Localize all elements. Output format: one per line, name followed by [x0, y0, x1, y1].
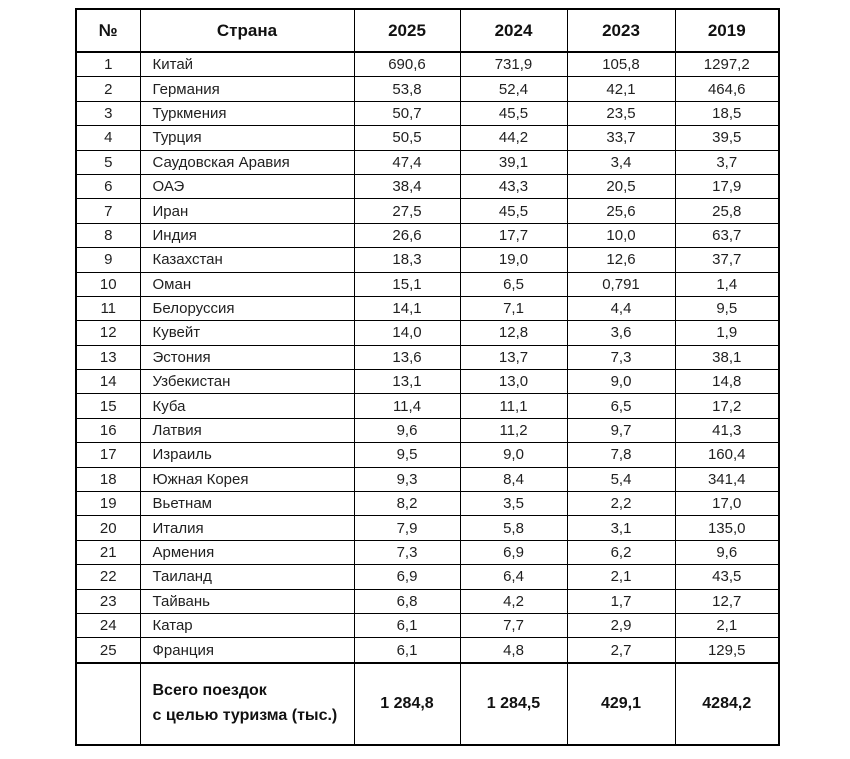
- table-row: [76, 223, 779, 247]
- table-row: [76, 52, 779, 77]
- value-2025-cell: 38,4: [354, 174, 460, 198]
- country-name-cell: Туркмения: [140, 101, 354, 125]
- value-2019-cell: 37,7: [675, 248, 779, 272]
- total-value-2019: 4284,2: [675, 663, 779, 745]
- row-number-cell: 23: [76, 589, 140, 613]
- value-2025-cell: 9,6: [354, 418, 460, 442]
- row-number-cell: 16: [76, 418, 140, 442]
- value-2019-cell: 38,1: [675, 345, 779, 369]
- value-2023-cell: 3,4: [567, 150, 675, 174]
- table-row: [76, 443, 779, 467]
- value-2023-cell: 2,7: [567, 638, 675, 663]
- total-label-line1: Всего поездок: [152, 681, 267, 699]
- value-2019-cell: 17,2: [675, 394, 779, 418]
- value-2025-cell: 6,1: [354, 638, 460, 663]
- table-row: [76, 296, 779, 320]
- value-2023-cell: 0,791: [567, 272, 675, 296]
- value-2024-cell: 13,7: [460, 345, 567, 369]
- value-2024-cell: 12,8: [460, 321, 567, 345]
- value-2024-cell: 43,3: [460, 174, 567, 198]
- value-2023-cell: 23,5: [567, 101, 675, 125]
- column-header-country: Страна: [140, 9, 354, 52]
- value-2024-cell: 11,2: [460, 418, 567, 442]
- value-2024-cell: 45,5: [460, 101, 567, 125]
- row-number-cell: 15: [76, 394, 140, 418]
- value-2023-cell: 25,6: [567, 199, 675, 223]
- value-2025-cell: 6,8: [354, 589, 460, 613]
- table-row: [76, 321, 779, 345]
- country-name-cell: Эстония: [140, 345, 354, 369]
- row-number-cell: 14: [76, 370, 140, 394]
- column-header-2025: 2025: [354, 9, 460, 52]
- country-name-cell: Казахстан: [140, 248, 354, 272]
- value-2019-cell: 1,4: [675, 272, 779, 296]
- value-2023-cell: 105,8: [567, 52, 675, 77]
- value-2025-cell: 6,9: [354, 565, 460, 589]
- value-2025-cell: 690,6: [354, 52, 460, 77]
- value-2024-cell: 3,5: [460, 492, 567, 516]
- value-2023-cell: 9,0: [567, 370, 675, 394]
- value-2024-cell: 6,5: [460, 272, 567, 296]
- value-2025-cell: 26,6: [354, 223, 460, 247]
- country-name-cell: Куба: [140, 394, 354, 418]
- value-2024-cell: 19,0: [460, 248, 567, 272]
- value-2023-cell: 2,1: [567, 565, 675, 589]
- value-2025-cell: 50,5: [354, 126, 460, 150]
- value-2023-cell: 1,7: [567, 589, 675, 613]
- row-number-cell: 13: [76, 345, 140, 369]
- value-2023-cell: 7,3: [567, 345, 675, 369]
- country-name-cell: Китай: [140, 52, 354, 77]
- value-2023-cell: 9,7: [567, 418, 675, 442]
- table-row: [76, 150, 779, 174]
- country-name-cell: Тайвань: [140, 589, 354, 613]
- value-2023-cell: 33,7: [567, 126, 675, 150]
- country-name-cell: Белоруссия: [140, 296, 354, 320]
- row-number-cell: 4: [76, 126, 140, 150]
- table-row: [76, 565, 779, 589]
- table-row: [76, 418, 779, 442]
- table-row: [76, 345, 779, 369]
- row-number-cell: 8: [76, 223, 140, 247]
- country-name-cell: Латвия: [140, 418, 354, 442]
- country-name-cell: Саудовская Аравия: [140, 150, 354, 174]
- table-row: [76, 613, 779, 637]
- value-2019-cell: 3,7: [675, 150, 779, 174]
- value-2019-cell: 39,5: [675, 126, 779, 150]
- column-header-2024: 2024: [460, 9, 567, 52]
- value-2025-cell: 7,9: [354, 516, 460, 540]
- value-2019-cell: 2,1: [675, 613, 779, 637]
- country-name-cell: Германия: [140, 77, 354, 101]
- table-row: [76, 77, 779, 101]
- country-name-cell: Армения: [140, 540, 354, 564]
- table-body: [76, 52, 779, 663]
- total-empty-cell: [76, 663, 140, 745]
- value-2023-cell: 12,6: [567, 248, 675, 272]
- row-number-cell: 7: [76, 199, 140, 223]
- value-2024-cell: 7,7: [460, 613, 567, 637]
- table-row: [76, 394, 779, 418]
- value-2024-cell: 7,1: [460, 296, 567, 320]
- row-number-cell: 9: [76, 248, 140, 272]
- value-2024-cell: 6,4: [460, 565, 567, 589]
- value-2019-cell: 18,5: [675, 101, 779, 125]
- row-number-cell: 1: [76, 52, 140, 77]
- value-2025-cell: 13,1: [354, 370, 460, 394]
- row-number-cell: 6: [76, 174, 140, 198]
- value-2023-cell: 7,8: [567, 443, 675, 467]
- row-number-cell: 25: [76, 638, 140, 663]
- value-2019-cell: 160,4: [675, 443, 779, 467]
- country-name-cell: Узбекистан: [140, 370, 354, 394]
- row-number-cell: 22: [76, 565, 140, 589]
- value-2024-cell: 13,0: [460, 370, 567, 394]
- value-2024-cell: 45,5: [460, 199, 567, 223]
- table-row: [76, 516, 779, 540]
- table-row: [76, 540, 779, 564]
- country-name-cell: Иран: [140, 199, 354, 223]
- value-2024-cell: 4,2: [460, 589, 567, 613]
- table-row: [76, 467, 779, 491]
- value-2025-cell: 27,5: [354, 199, 460, 223]
- value-2024-cell: 9,0: [460, 443, 567, 467]
- value-2019-cell: 17,0: [675, 492, 779, 516]
- table-row: [76, 199, 779, 223]
- value-2024-cell: 6,9: [460, 540, 567, 564]
- row-number-cell: 24: [76, 613, 140, 637]
- value-2019-cell: 25,8: [675, 199, 779, 223]
- total-value-2023: 429,1: [567, 663, 675, 745]
- value-2023-cell: 4,4: [567, 296, 675, 320]
- row-number-cell: 5: [76, 150, 140, 174]
- value-2023-cell: 6,5: [567, 394, 675, 418]
- country-name-cell: Израиль: [140, 443, 354, 467]
- country-name-cell: Франция: [140, 638, 354, 663]
- value-2019-cell: 63,7: [675, 223, 779, 247]
- value-2025-cell: 18,3: [354, 248, 460, 272]
- row-number-cell: 11: [76, 296, 140, 320]
- value-2024-cell: 731,9: [460, 52, 567, 77]
- country-name-cell: Катар: [140, 613, 354, 637]
- row-number-cell: 2: [76, 77, 140, 101]
- value-2019-cell: 17,9: [675, 174, 779, 198]
- value-2019-cell: 341,4: [675, 467, 779, 491]
- value-2024-cell: 39,1: [460, 150, 567, 174]
- value-2025-cell: 14,1: [354, 296, 460, 320]
- table-row: [76, 272, 779, 296]
- value-2025-cell: 8,2: [354, 492, 460, 516]
- value-2024-cell: 44,2: [460, 126, 567, 150]
- value-2019-cell: 14,8: [675, 370, 779, 394]
- value-2024-cell: 5,8: [460, 516, 567, 540]
- value-2025-cell: 47,4: [354, 150, 460, 174]
- value-2019-cell: 135,0: [675, 516, 779, 540]
- table-header-row: [76, 9, 779, 52]
- value-2023-cell: 3,6: [567, 321, 675, 345]
- total-value-2024: 1 284,5: [460, 663, 567, 745]
- value-2019-cell: 12,7: [675, 589, 779, 613]
- value-2025-cell: 15,1: [354, 272, 460, 296]
- value-2024-cell: 4,8: [460, 638, 567, 663]
- row-number-cell: 17: [76, 443, 140, 467]
- value-2023-cell: 20,5: [567, 174, 675, 198]
- value-2019-cell: 464,6: [675, 77, 779, 101]
- total-label-cell: [140, 663, 354, 745]
- value-2025-cell: 9,5: [354, 443, 460, 467]
- value-2023-cell: 6,2: [567, 540, 675, 564]
- table-row: [76, 101, 779, 125]
- table-row: [76, 370, 779, 394]
- value-2024-cell: 52,4: [460, 77, 567, 101]
- row-number-cell: 12: [76, 321, 140, 345]
- country-name-cell: Турция: [140, 126, 354, 150]
- value-2025-cell: 13,6: [354, 345, 460, 369]
- row-number-cell: 19: [76, 492, 140, 516]
- value-2025-cell: 11,4: [354, 394, 460, 418]
- row-number-cell: 20: [76, 516, 140, 540]
- value-2025-cell: 6,1: [354, 613, 460, 637]
- value-2023-cell: 42,1: [567, 77, 675, 101]
- country-name-cell: Кувейт: [140, 321, 354, 345]
- row-number-cell: 3: [76, 101, 140, 125]
- table-row: [76, 248, 779, 272]
- value-2019-cell: 129,5: [675, 638, 779, 663]
- value-2025-cell: 9,3: [354, 467, 460, 491]
- value-2023-cell: 10,0: [567, 223, 675, 247]
- value-2024-cell: 11,1: [460, 394, 567, 418]
- country-name-cell: ОАЭ: [140, 174, 354, 198]
- column-header-2019: 2019: [675, 9, 779, 52]
- value-2023-cell: 2,9: [567, 613, 675, 637]
- country-name-cell: Оман: [140, 272, 354, 296]
- total-row: [76, 663, 779, 745]
- value-2019-cell: 1297,2: [675, 52, 779, 77]
- table-row: [76, 638, 779, 663]
- column-header-number: №: [76, 9, 140, 52]
- country-name-cell: Таиланд: [140, 565, 354, 589]
- country-name-cell: Южная Корея: [140, 467, 354, 491]
- value-2025-cell: 14,0: [354, 321, 460, 345]
- value-2019-cell: 43,5: [675, 565, 779, 589]
- value-2023-cell: 2,2: [567, 492, 675, 516]
- table-row: [76, 174, 779, 198]
- value-2019-cell: 1,9: [675, 321, 779, 345]
- value-2025-cell: 53,8: [354, 77, 460, 101]
- row-number-cell: 18: [76, 467, 140, 491]
- value-2023-cell: 5,4: [567, 467, 675, 491]
- table-row: [76, 589, 779, 613]
- column-header-2023: 2023: [567, 9, 675, 52]
- value-2024-cell: 8,4: [460, 467, 567, 491]
- value-2025-cell: 7,3: [354, 540, 460, 564]
- value-2019-cell: 9,5: [675, 296, 779, 320]
- value-2019-cell: 9,6: [675, 540, 779, 564]
- value-2023-cell: 3,1: [567, 516, 675, 540]
- country-name-cell: Италия: [140, 516, 354, 540]
- country-name-cell: Вьетнам: [140, 492, 354, 516]
- country-name-cell: Индия: [140, 223, 354, 247]
- tourism-trips-table: [75, 8, 780, 746]
- value-2025-cell: 50,7: [354, 101, 460, 125]
- value-2024-cell: 17,7: [460, 223, 567, 247]
- total-label-line2: с целью туризма (тыс.): [152, 706, 338, 724]
- total-value-2025: 1 284,8: [354, 663, 460, 745]
- table-row: [76, 492, 779, 516]
- row-number-cell: 10: [76, 272, 140, 296]
- value-2019-cell: 41,3: [675, 418, 779, 442]
- table-row: [76, 126, 779, 150]
- row-number-cell: 21: [76, 540, 140, 564]
